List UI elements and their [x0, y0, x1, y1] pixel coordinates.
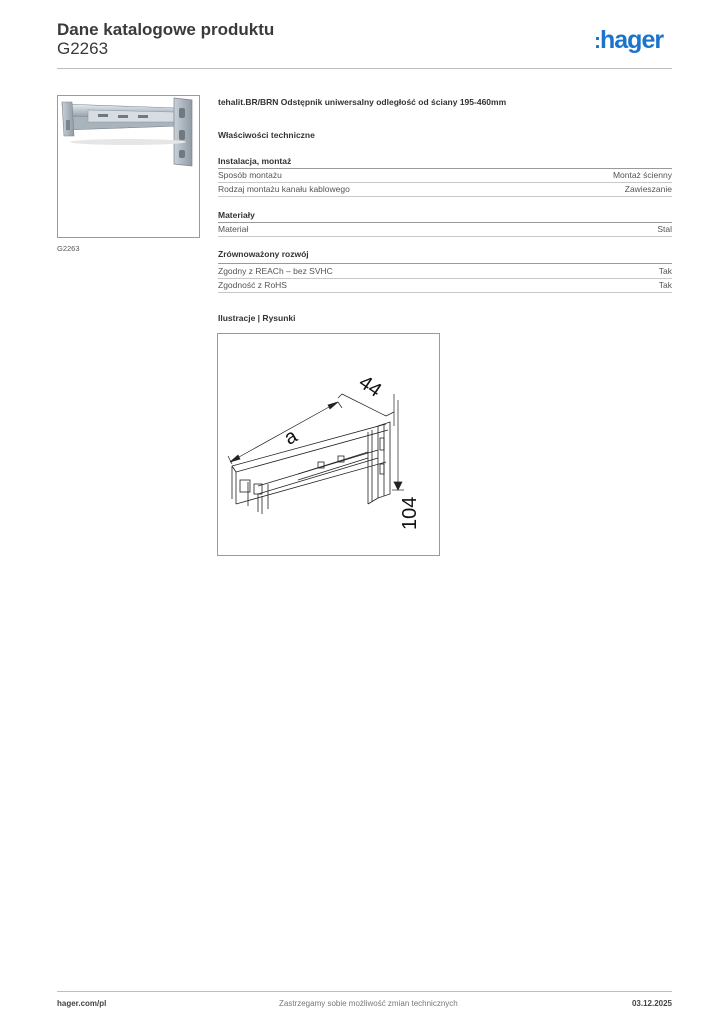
product-description: tehalit.BR/BRN Odstępnik uniwersalny odległość od ściany 195-460mm: [218, 97, 507, 107]
property-row: [218, 169, 672, 183]
technical-properties-heading: Właściwości techniczne: [218, 130, 315, 140]
property-value: Zawieszanie: [624, 184, 672, 194]
illustrations-heading: Ilustracje | Rysunki: [218, 313, 296, 323]
property-row: [218, 223, 672, 237]
footer-divider: [57, 991, 672, 992]
bracket-dimension-drawing: [218, 334, 439, 555]
hager-logo: :hager: [594, 26, 664, 54]
dimension-label-44: 44: [354, 371, 386, 402]
property-value: Stal: [657, 224, 672, 234]
product-code: G2263: [57, 39, 109, 58]
property-key: Zgodny z REACh – bez SVHC: [218, 266, 333, 276]
group-divider: [218, 263, 672, 264]
property-row: [218, 279, 672, 293]
group-heading-materials: Materiały: [218, 210, 255, 220]
dimension-label-104: 104: [399, 496, 421, 530]
footer-date: 03.12.2025: [631, 999, 672, 1008]
dimension-drawing: [217, 333, 440, 556]
property-key: Materiał: [218, 224, 249, 234]
footer-disclaimer: Zastrzegamy sobie możliwość zmian technicznych: [279, 999, 458, 1008]
property-row: [218, 265, 672, 279]
footer-website-link[interactable]: hager.com/pl: [57, 999, 107, 1008]
photo-caption: G2263: [57, 244, 80, 253]
bracket-photo-illustration: [58, 96, 199, 237]
group-heading-installation: Instalacja, montaż: [218, 156, 292, 166]
property-key: Rodzaj montażu kanału kablowego: [218, 184, 350, 194]
property-key: Sposób montażu: [218, 170, 282, 180]
property-value: Tak: [658, 280, 672, 290]
header-divider: [57, 68, 672, 69]
property-row: [218, 183, 672, 197]
property-value: Montaż ścienny: [612, 170, 672, 180]
dimension-label-a: a: [280, 424, 302, 450]
product-photo: [57, 95, 200, 238]
property-key: Zgodność z RoHS: [218, 280, 287, 290]
group-heading-sustainability: Zrównoważony rozwój: [218, 249, 309, 259]
property-value: Tak: [658, 266, 672, 276]
page-title: Dane katalogowe produktu: [57, 20, 275, 39]
